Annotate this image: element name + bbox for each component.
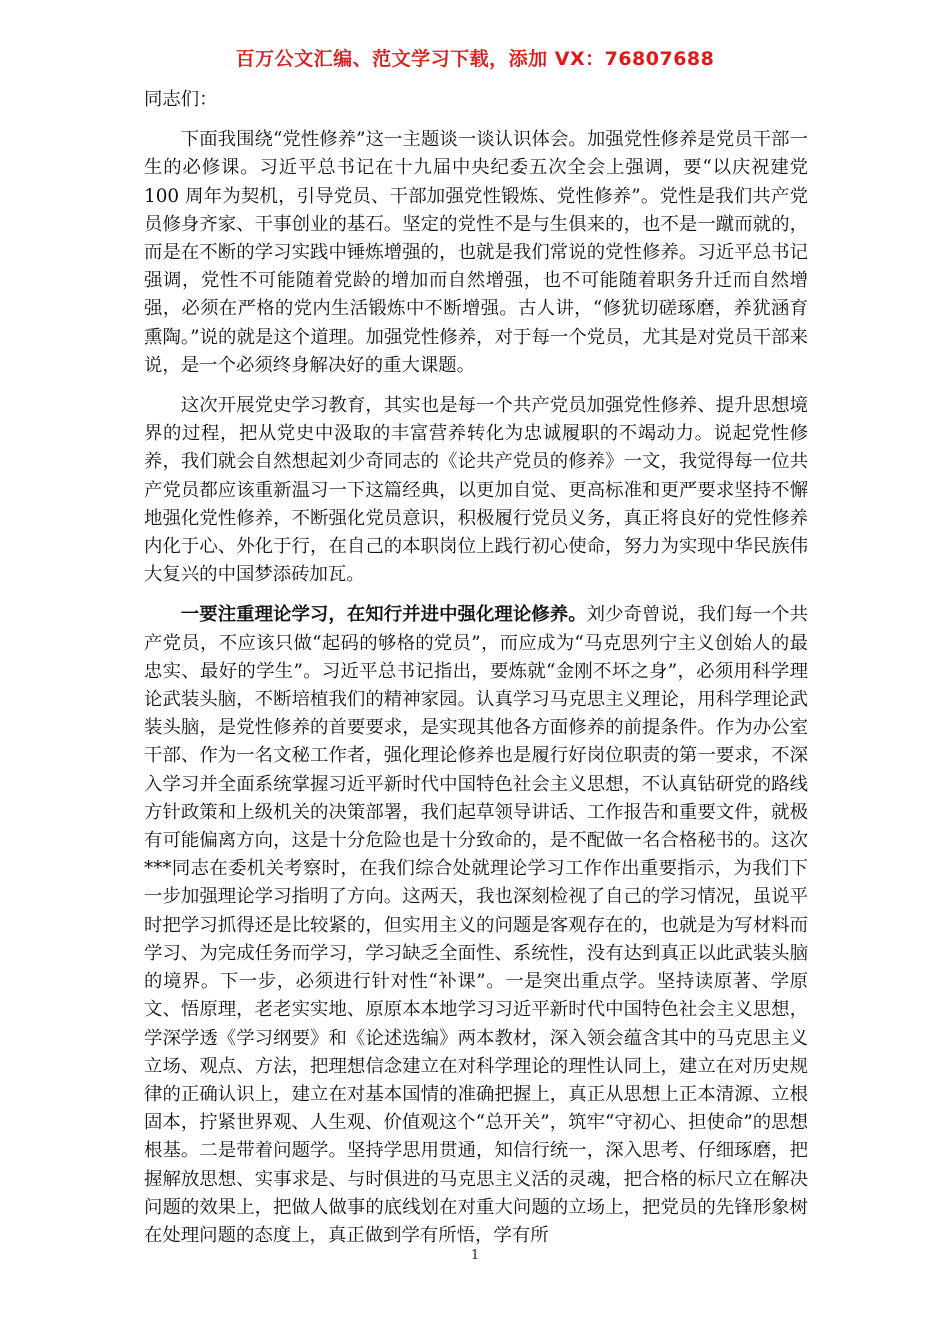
paragraph-2-text: 这次开展党史学习教育，其实也是每一个共产党员加强党性修养、提升思想境界的过程，把从党史中汲取的丰富营养转化为忠诚履职的不竭动力。说起党性修养，我们就会自然想起刘少奇同志的《论共产党员的修养》一文，我觉得每一位共产党员都应该重新温习一下这篇经典，以更加自觉、更高标准和更严要求坚持不懈地强化党性修养，不断强化党员意识，积极履行党员义务，真正将良好的党性修养内化于心、外化于行，在自己的本职岗位上践行初心使命，努力为实现中华民族伟大复兴的中国梦添砖加瓦。 [144, 395, 808, 586]
document-body [144, 86, 808, 1262]
salutation: 同志们： [144, 89, 218, 110]
paragraph-1 [144, 126, 808, 380]
header-banner: 百万公文汇编、范文学习下载，添加 VX：76807688 [235, 48, 715, 70]
paragraph-1-text: 下面我围绕“党性修养”这一主题谈一谈认识体会。加强党性修养是党员干部一生的必修课。习近平总书记在十九届中央纪委五次全会上强调，要“以庆祝建党 100 周年为契机，引导党员、干部加强党性锻炼、党性修养”。党性是我们共产党员修身齐家、干事创业的基石。坚定的党性不是与生俱来的，也不是一蹴而就的，而是在不断的学习实践中锤炼增强的，也就是我们常说的党性修养。习近平总书记强调，党性不可能随着党龄的增加而自然增强，也不可能随着职务升迁而自然增强，必须在严格的党内生活锻炼中不断增强。古人讲，“修犹切磋琢磨，养犹涵育熏陶。”说的就是这个道理。加强党性修养，对于每一个党员，尤其是对党员干部来说，是一个必须终身解决好的重大课题。 [144, 129, 808, 376]
paragraph-3-lead: 一要注重理论学习，在知行并进中强化理论修养。 [180, 604, 587, 626]
page-number: 1 [470, 1248, 480, 1263]
paragraph-3 [144, 601, 808, 1250]
paragraph-3-text: 刘少奇曾说，我们每一个共产党员，不应该只做“起码的够格的党员”，而应成为“马克思列宁主义创始人的最忠实、最好的学生”。习近平总书记指出，要炼就“金刚不坏之身”，必须用科学理论武装头脑，不断培植我们的精神家园。认真学习马克思主义理论，用科学理论武装头脑，是党性修养的首要要求，是实现其他各方面修养的前提条件。作为办公室干部、作为一名文秘工作者，强化理论修养也是履行好岗位职责的第一要求，不深入学习并全面系统掌握习近平新时代中国特色社会主义思想，不认真钻研党的路线方针政策和上级机关的决策部署，我们起草领导讲话、工作报告和重要文件，就极有可能偏离方向，这是十分危险也是十分致命的，是不配做一名合格秘书的。这次***同志在委机关考察时，在我们综合处就理论学习工作作出重要指示，为我们下一步加强理论学习指明了方向。这两天，我也深刻检视了自己的学习情况，虽说平时把学习抓得还是比较紧的，但实用主义的问题是客观存在的，也就是为写材料而学习、为完成任务而学习，学习缺乏全面性、系统性，没有达到真正以此武装头脑的境界。下一步，必须进行针对性“补课”。一是突出重点学。坚持读原著、学原文、悟原理，老老实实地、原原本本地学习习近平新时代中国特色社会主义思想，学深学透《学习纲要》和《论述选编》两本教材，深入领会蕴含其中的马克思主义立场、观点、方法，把理想信念建立在对科学理论的理性认同上，建立在对历史规律的正确认识上，建立在对基本国情的准确把握上，真正从思想上正本清源、立根固本，拧紧世界观、人生观、价值观这个“总开关”，筑牢“守初心、担使命”的思想根基。二是带着问题学。坚持学思用贯通，知信行统一，深入思考、仔细琢磨，把握解放思想、实事求是、与时俱进的马克思主义活的灵魂，把合格的标尺立在解决问题的效果上，把做人做事的底线划在对重大问题的立场上，把党员的先锋形象树在处理问题的态度上，真正做到学有所悟，学有所 [144, 604, 808, 1246]
paragraph-2 [144, 392, 808, 589]
